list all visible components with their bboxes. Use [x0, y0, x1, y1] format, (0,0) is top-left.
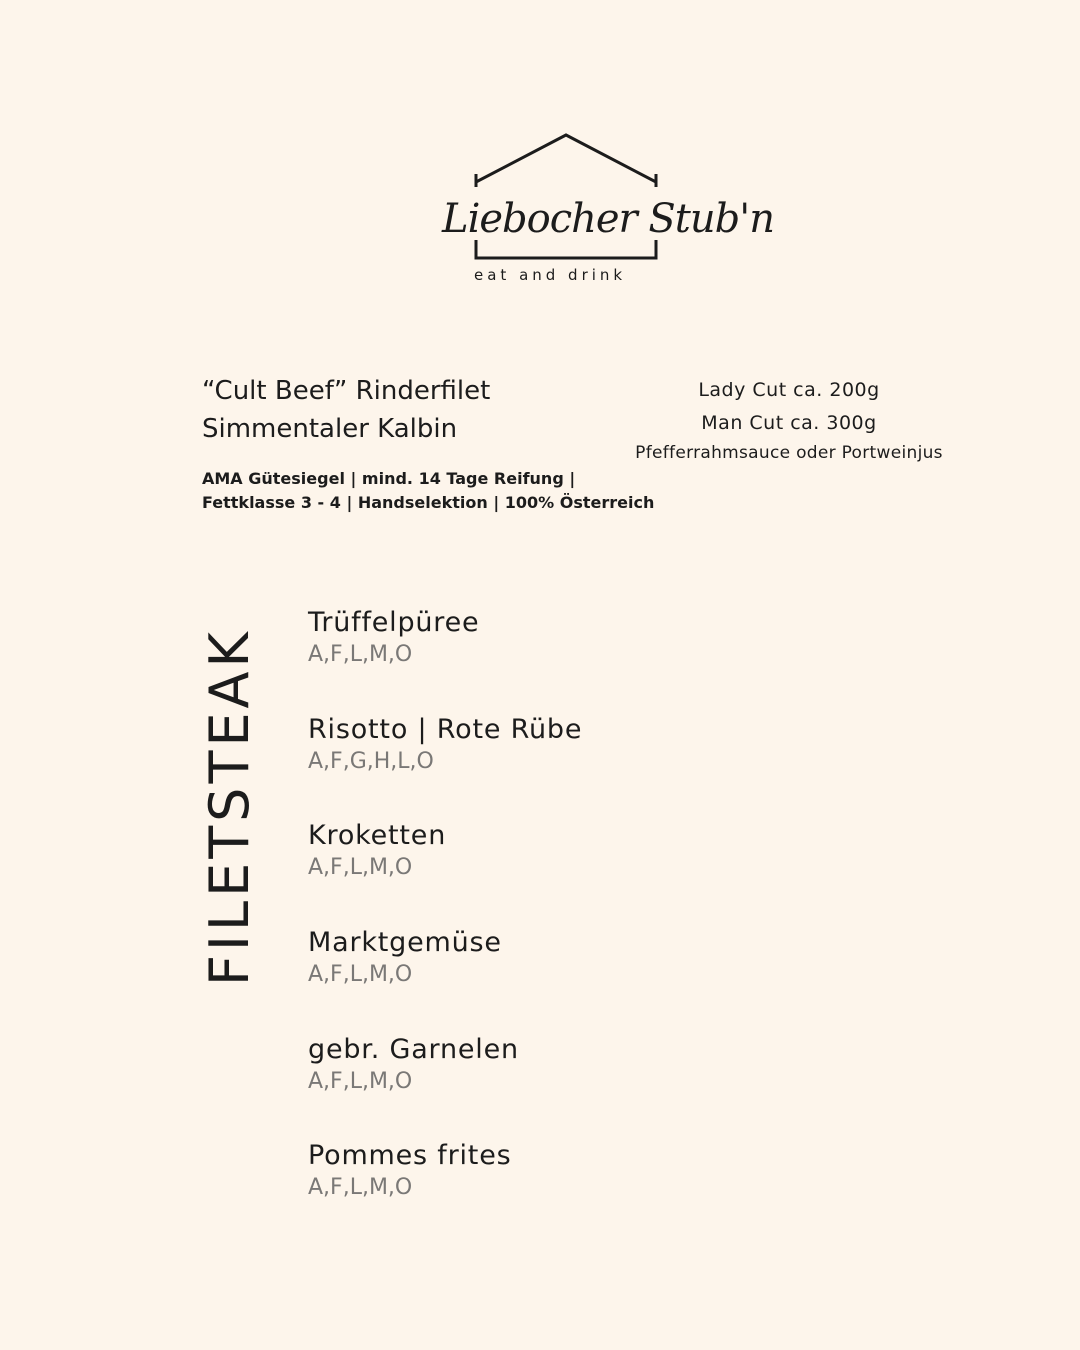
side-allergens: A,F,G,H,L,O — [308, 748, 434, 774]
list-item — [308, 816, 582, 923]
list-item — [308, 1030, 582, 1137]
side-allergens: A,F,L,M,O — [308, 642, 413, 667]
side-allergens: A,F,L,M,O — [308, 1175, 413, 1201]
list-item — [308, 923, 582, 1030]
section-title: FILETSTEAK — [198, 628, 261, 986]
product-breed: Simmentaler Kalbin — [202, 414, 458, 444]
side-allergens: A,F,L,M,O — [308, 855, 413, 881]
side-allergens: A,F,L,M,O — [308, 962, 413, 988]
logo-script-text: Liebocher Stub'n — [442, 196, 774, 242]
logo-tagline: eat and drink — [474, 266, 627, 284]
product-details-line: Fettklasse 3 - 4 | Handselektion | 100% Österreich — [202, 493, 655, 512]
list-item — [308, 1136, 582, 1243]
product-details — [202, 467, 654, 515]
list-item — [308, 710, 582, 817]
list-item — [308, 603, 582, 710]
product-name: “Cult Beef” Rinderfilet — [202, 376, 491, 406]
product-details-line: AMA Gütesiegel | mind. 14 Tage Reifung | — [202, 469, 576, 488]
man-cut: Man Cut ca. 300g — [701, 412, 877, 434]
sauce-options: Pfefferrahmsauce oder Portweinjus — [635, 443, 943, 463]
restaurant-logo — [430, 128, 774, 298]
side-name: Kroketten — [308, 820, 447, 852]
side-allergens: A,F,L,M,O — [308, 1068, 413, 1094]
cut-options — [620, 374, 958, 468]
lady-cut: Lady Cut ca. 200g — [698, 379, 880, 401]
house-logo-icon — [430, 128, 774, 298]
side-name: gebr. Garnelen — [308, 1033, 519, 1065]
side-name: Marktgemüse — [308, 927, 502, 959]
sides-list — [308, 603, 582, 1243]
section-title-wrapper — [198, 598, 261, 986]
side-name: Pommes frites — [308, 1140, 512, 1172]
side-name: Risotto | Rote Rübe — [308, 713, 583, 745]
side-name: Trüffelpüree — [308, 607, 480, 638]
product-heading — [202, 372, 490, 448]
